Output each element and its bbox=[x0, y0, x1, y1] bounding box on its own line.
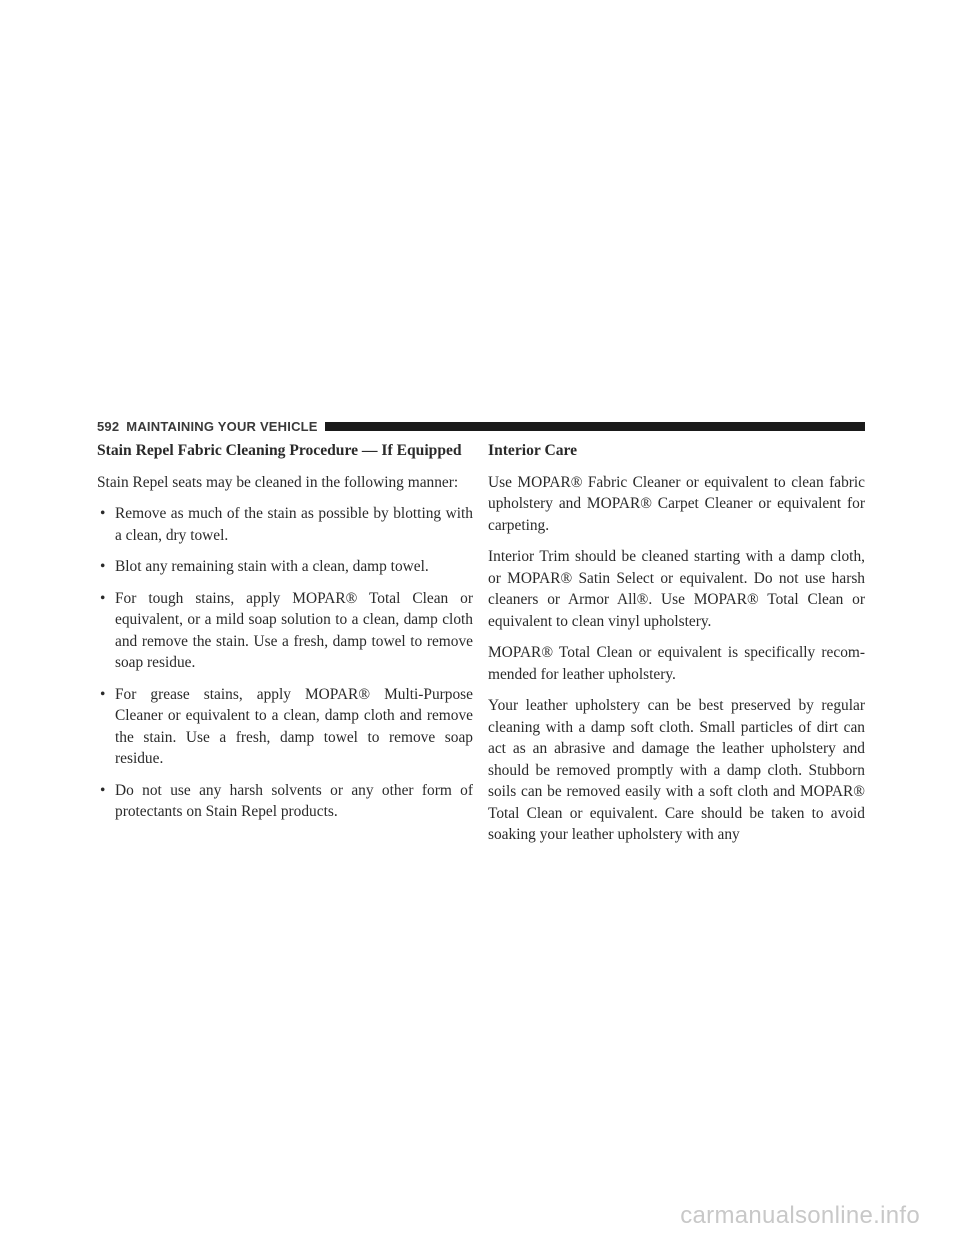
list-item bbox=[97, 556, 473, 578]
bullet-icon: • bbox=[100, 589, 106, 607]
header-rule bbox=[325, 422, 865, 431]
bullet-icon: • bbox=[100, 781, 106, 799]
watermark: carmanualsonline.info bbox=[680, 1202, 920, 1229]
page-number: 592 bbox=[97, 418, 120, 434]
list-item-text: For grease stains, apply MOPAR® Multi-Purpose Cleaner or equivalent to a clean, damp cloth and remove the stain. Use a fresh, damp towel to remove soap residue. bbox=[115, 685, 473, 767]
list-item bbox=[97, 588, 473, 674]
left-column bbox=[97, 441, 473, 833]
stain-repel-intro: Stain Repel seats may be cleaned in the following manner: bbox=[97, 473, 459, 491]
list-item bbox=[97, 684, 473, 770]
paragraph: MOPAR® Total Clean or equivalent is specifically recom-mended for leather upholstery. bbox=[488, 644, 865, 683]
list-item-text: Blot any remaining stain with a clean, damp towel. bbox=[115, 558, 429, 575]
bullet-icon: • bbox=[100, 505, 106, 522]
list-item bbox=[97, 503, 473, 546]
stain-repel-steps bbox=[97, 503, 473, 823]
paragraph: Your leather upholstery can be best preserved by regular cleaning with a damp soft cloth. Small particles of dirt can act as an abrasive and damage the leather upholstery and should be removed promptly with a damp cloth. Stubborn soils can be removed easily with a soft cloth and MOPAR® Total Clean or equivalent. Care should be taken to avoid soaking your leather upholstery with any bbox=[488, 697, 865, 843]
list-item-text: Remove as much of the stain as possible by blotting with a clean, dry towel. bbox=[115, 505, 473, 544]
section-title: MAINTAINING YOUR VEHICLE bbox=[126, 418, 318, 434]
list-item bbox=[97, 780, 473, 823]
bullet-icon: • bbox=[100, 558, 106, 575]
paragraph: Interior Trim should be cleaned starting with a damp cloth, or MOPAR® Satin Select or equivalent. Do not use harsh cleaners or Armor All®. Use MOPAR® Total Clean or equivalent to clean vinyl upholstery. bbox=[488, 548, 865, 630]
interior-care-heading: Interior Care bbox=[488, 442, 578, 459]
paragraph: Use MOPAR® Fabric Cleaner or equivalent to clean fabric upholstery and MOPAR® Carpet Cleaner or equivalent for carpeting. bbox=[488, 473, 865, 534]
page-header bbox=[97, 417, 865, 435]
stain-repel-heading: Stain Repel Fabric Cleaning Procedure — If Equipped bbox=[97, 442, 462, 459]
bullet-icon: • bbox=[100, 685, 106, 703]
right-column bbox=[488, 441, 865, 856]
list-item-text: For tough stains, apply MOPAR® Total Clean or equivalent, or a mild soap solution to a clean, damp cloth and remove the stain. Use a fresh, damp towel to remove soap residue. bbox=[115, 589, 473, 671]
list-item-text: Do not use any harsh solvents or any other form of protectants on Stain Repel products. bbox=[115, 781, 473, 820]
